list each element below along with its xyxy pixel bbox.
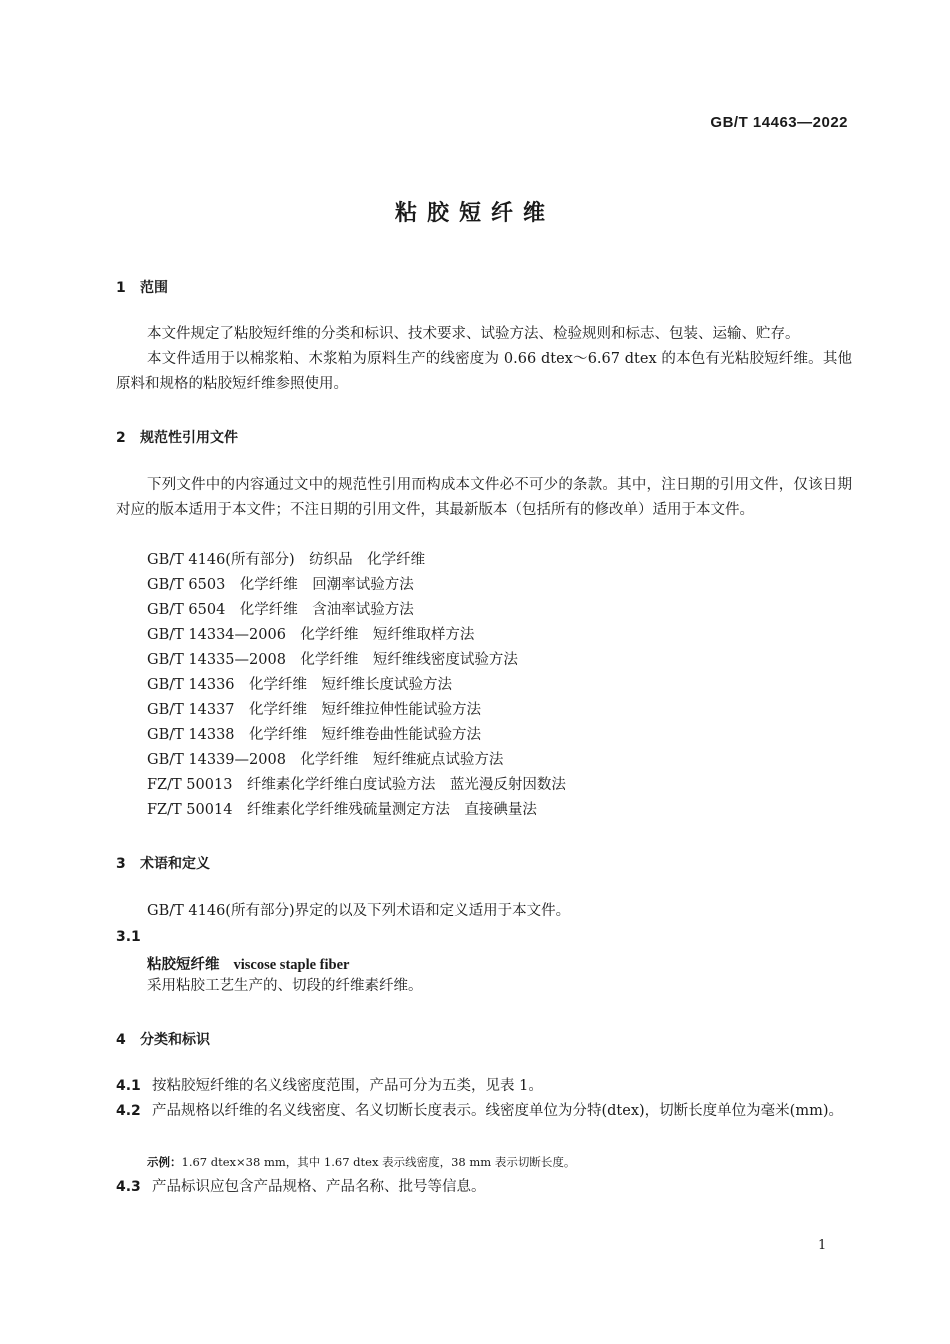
reference-item: GB/T 14339—2008 化学纤维 短纤维疵点试验方法 [147, 752, 504, 768]
section-2-heading [116, 427, 238, 447]
standard-code: GB/T 14463—2022 [710, 114, 848, 131]
reference-item: GB/T 14334—2006 化学纤维 短纤维取样方法 [147, 627, 475, 643]
section-3-heading [116, 853, 210, 873]
reference-item: GB/T 14336 化学纤维 短纤维长度试验方法 [147, 677, 453, 693]
section-number: 3 [116, 856, 126, 872]
section-4-heading [116, 1029, 210, 1049]
example-text: 1.67 dtex×38 mm，其中 1.67 dtex 表示线密度，38 mm 表示切断长度。 [181, 1155, 576, 1169]
section-2-intro: 下列文件中的内容通过文中的规范性引用而构成本文件必不可少的条款。其中，注日期的引用文件，仅该日期对应的版本适用于本文件；不注日期的引用文件，其最新版本（包括所有的修改单）适用于本文件。 [116, 477, 852, 518]
reference-item: GB/T 6504 化学纤维 含油率试验方法 [147, 602, 414, 618]
clause-text: 产品标识应包含产品规格、产品名称、批号等信息。 [152, 1179, 486, 1195]
reference-item: GB/T 4146(所有部分) 纺织品 化学纤维 [147, 552, 426, 568]
reference-item: GB/T 14337 化学纤维 短纤维拉伸性能试验方法 [147, 702, 482, 718]
section-title: 规范性引用文件 [140, 430, 238, 446]
term-entry [147, 953, 349, 974]
section-number: 2 [116, 430, 126, 446]
reference-item: GB/T 14335—2008 化学纤维 短纤维线密度试验方法 [147, 652, 518, 668]
page-number: 1 [818, 1238, 827, 1253]
section-number: 1 [116, 280, 126, 296]
section-1-heading [116, 277, 168, 297]
section-1-paragraph-2: 本文件适用于以棉浆粕、木浆粕为原料生产的线密度为 0.66 dtex～6.67 dtex 的本色有光粘胶短纤维。其他原料和规格的粘胶短纤维参照使用。 [116, 351, 852, 392]
section-1-paragraph-1: 本文件规定了粘胶短纤维的分类和标识、技术要求、试验方法、检验规则和标志、包装、运输、贮存。 [147, 326, 800, 342]
term-chinese: 粘胶短纤维 [147, 957, 220, 973]
reference-item: GB/T 6503 化学纤维 回潮率试验方法 [147, 577, 414, 593]
reference-item: GB/T 14338 化学纤维 短纤维卷曲性能试验方法 [147, 727, 482, 743]
clause-4-3 [116, 1175, 852, 1200]
clause-4-1 [116, 1074, 852, 1099]
reference-item: FZ/T 50013 纤维素化学纤维白度试验方法 蓝光漫反射因数法 [147, 777, 566, 793]
clause-number: 4.1 [116, 1078, 141, 1094]
term-english: viscose staple fiber [233, 957, 350, 973]
section-title: 范围 [140, 280, 168, 296]
clause-3-1-number: 3.1 [116, 929, 141, 945]
clause-text: 按粘胶短纤维的名义线密度范围，产品可分为五类，见表 1。 [152, 1078, 543, 1094]
section-number: 4 [116, 1032, 126, 1048]
example-label: 示例： [147, 1155, 182, 1169]
document-title: 粘胶短纤维 [394, 201, 555, 226]
section-3-intro: GB/T 4146(所有部分)界定的以及下列术语和定义适用于本文件。 [147, 903, 571, 919]
term-definition: 采用粘胶工艺生产的、切段的纤维素纤维。 [147, 978, 423, 994]
clause-text: 产品规格以纤维的名义线密度、名义切断长度表示。线密度单位为分特(dtex)，切断长度单位为毫米(mm)。 [152, 1103, 843, 1119]
reference-item: FZ/T 50014 纤维素化学纤维残硫量测定方法 直接碘量法 [147, 802, 537, 818]
section-title: 术语和定义 [140, 856, 210, 872]
section-title: 分类和标识 [140, 1032, 210, 1048]
example-note [147, 1154, 575, 1170]
clause-number: 4.3 [116, 1179, 141, 1195]
clause-4-2 [116, 1099, 852, 1124]
clause-number: 4.2 [116, 1103, 141, 1119]
